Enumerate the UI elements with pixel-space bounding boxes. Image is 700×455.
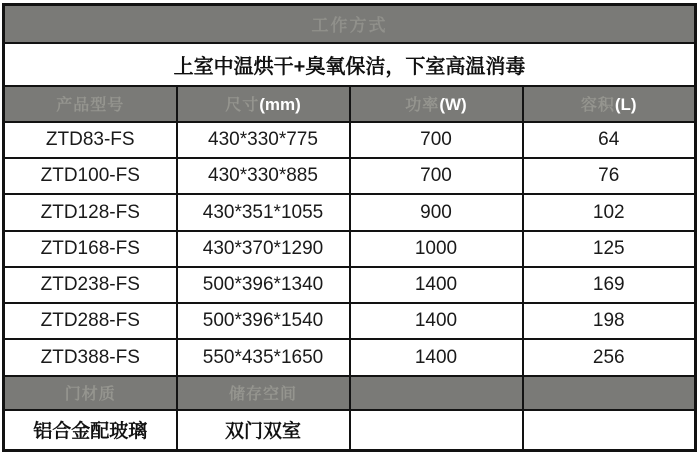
model-cell: ZTD168-FS xyxy=(4,231,177,267)
size-cell: 430*330*885 xyxy=(177,158,350,194)
size-cell: 430*330*775 xyxy=(177,122,350,158)
volume-cell: 198 xyxy=(523,303,696,339)
work-mode-value: 上室中温烘干+臭氧保洁，下室高温消毒 xyxy=(4,43,696,86)
volume-cell: 102 xyxy=(523,194,696,230)
footer-header-row xyxy=(4,376,696,410)
product-spec-table xyxy=(2,3,697,452)
work-mode-value-row xyxy=(4,43,696,86)
spec-row xyxy=(4,194,696,230)
model-cell: ZTD128-FS xyxy=(4,194,177,230)
col-header-power-unit: (W) xyxy=(439,95,467,115)
door-material-value: 铝合金配玻璃 xyxy=(4,410,177,451)
size-cell: 500*396*1540 xyxy=(177,303,350,339)
volume-cell: 169 xyxy=(523,267,696,303)
door-material-header xyxy=(4,376,177,410)
spec-table-wrap xyxy=(2,3,697,452)
volume-cell: 64 xyxy=(523,122,696,158)
volume-cell: 256 xyxy=(523,339,696,375)
storage-space-value: 双门双室 xyxy=(177,410,350,451)
power-cell: 700 xyxy=(350,122,523,158)
footer-header-empty-cell xyxy=(523,376,696,410)
spec-row xyxy=(4,303,696,339)
col-header-volume-unit: (L) xyxy=(614,95,637,115)
power-cell: 1000 xyxy=(350,231,523,267)
spec-row xyxy=(4,158,696,194)
model-cell: ZTD83-FS xyxy=(4,122,177,158)
size-cell: 550*435*1650 xyxy=(177,339,350,375)
spec-row xyxy=(4,122,696,158)
work-mode-header: 工作方式 xyxy=(4,5,696,43)
column-header-row xyxy=(4,86,696,122)
storage-space-header xyxy=(177,376,350,410)
door-material-header-label: 门材质 xyxy=(64,386,116,404)
col-header-power-label: 功率 xyxy=(405,97,440,115)
footer-header-empty-cell xyxy=(350,376,523,410)
size-cell: 500*396*1340 xyxy=(177,267,350,303)
power-cell: 1400 xyxy=(350,339,523,375)
model-cell: ZTD388-FS xyxy=(4,339,177,375)
volume-cell: 125 xyxy=(523,231,696,267)
model-cell: ZTD100-FS xyxy=(4,158,177,194)
col-header-size-unit: (mm) xyxy=(259,95,301,115)
col-header-size-label: 尺寸 xyxy=(225,97,260,115)
footer-value-empty-cell xyxy=(523,410,696,451)
col-header-power xyxy=(350,86,523,122)
col-header-size xyxy=(177,86,350,122)
storage-space-header-label: 储存空间 xyxy=(228,386,297,404)
spec-row xyxy=(4,231,696,267)
footer-value-empty-cell xyxy=(350,410,523,451)
model-cell: ZTD288-FS xyxy=(4,303,177,339)
model-cell: ZTD238-FS xyxy=(4,267,177,303)
size-cell: 430*370*1290 xyxy=(177,231,350,267)
size-cell: 430*351*1055 xyxy=(177,194,350,230)
power-cell: 900 xyxy=(350,194,523,230)
power-cell: 1400 xyxy=(350,303,523,339)
col-header-volume xyxy=(523,86,696,122)
power-cell: 700 xyxy=(350,158,523,194)
volume-cell: 76 xyxy=(523,158,696,194)
footer-value-row xyxy=(4,410,696,451)
col-header-volume-label: 容积 xyxy=(580,97,615,115)
spec-row xyxy=(4,267,696,303)
col-header-model xyxy=(4,86,177,122)
work-mode-header-row xyxy=(4,5,696,43)
col-header-model-label: 产品型号 xyxy=(56,97,125,115)
power-cell: 1400 xyxy=(350,267,523,303)
spec-row xyxy=(4,339,696,375)
